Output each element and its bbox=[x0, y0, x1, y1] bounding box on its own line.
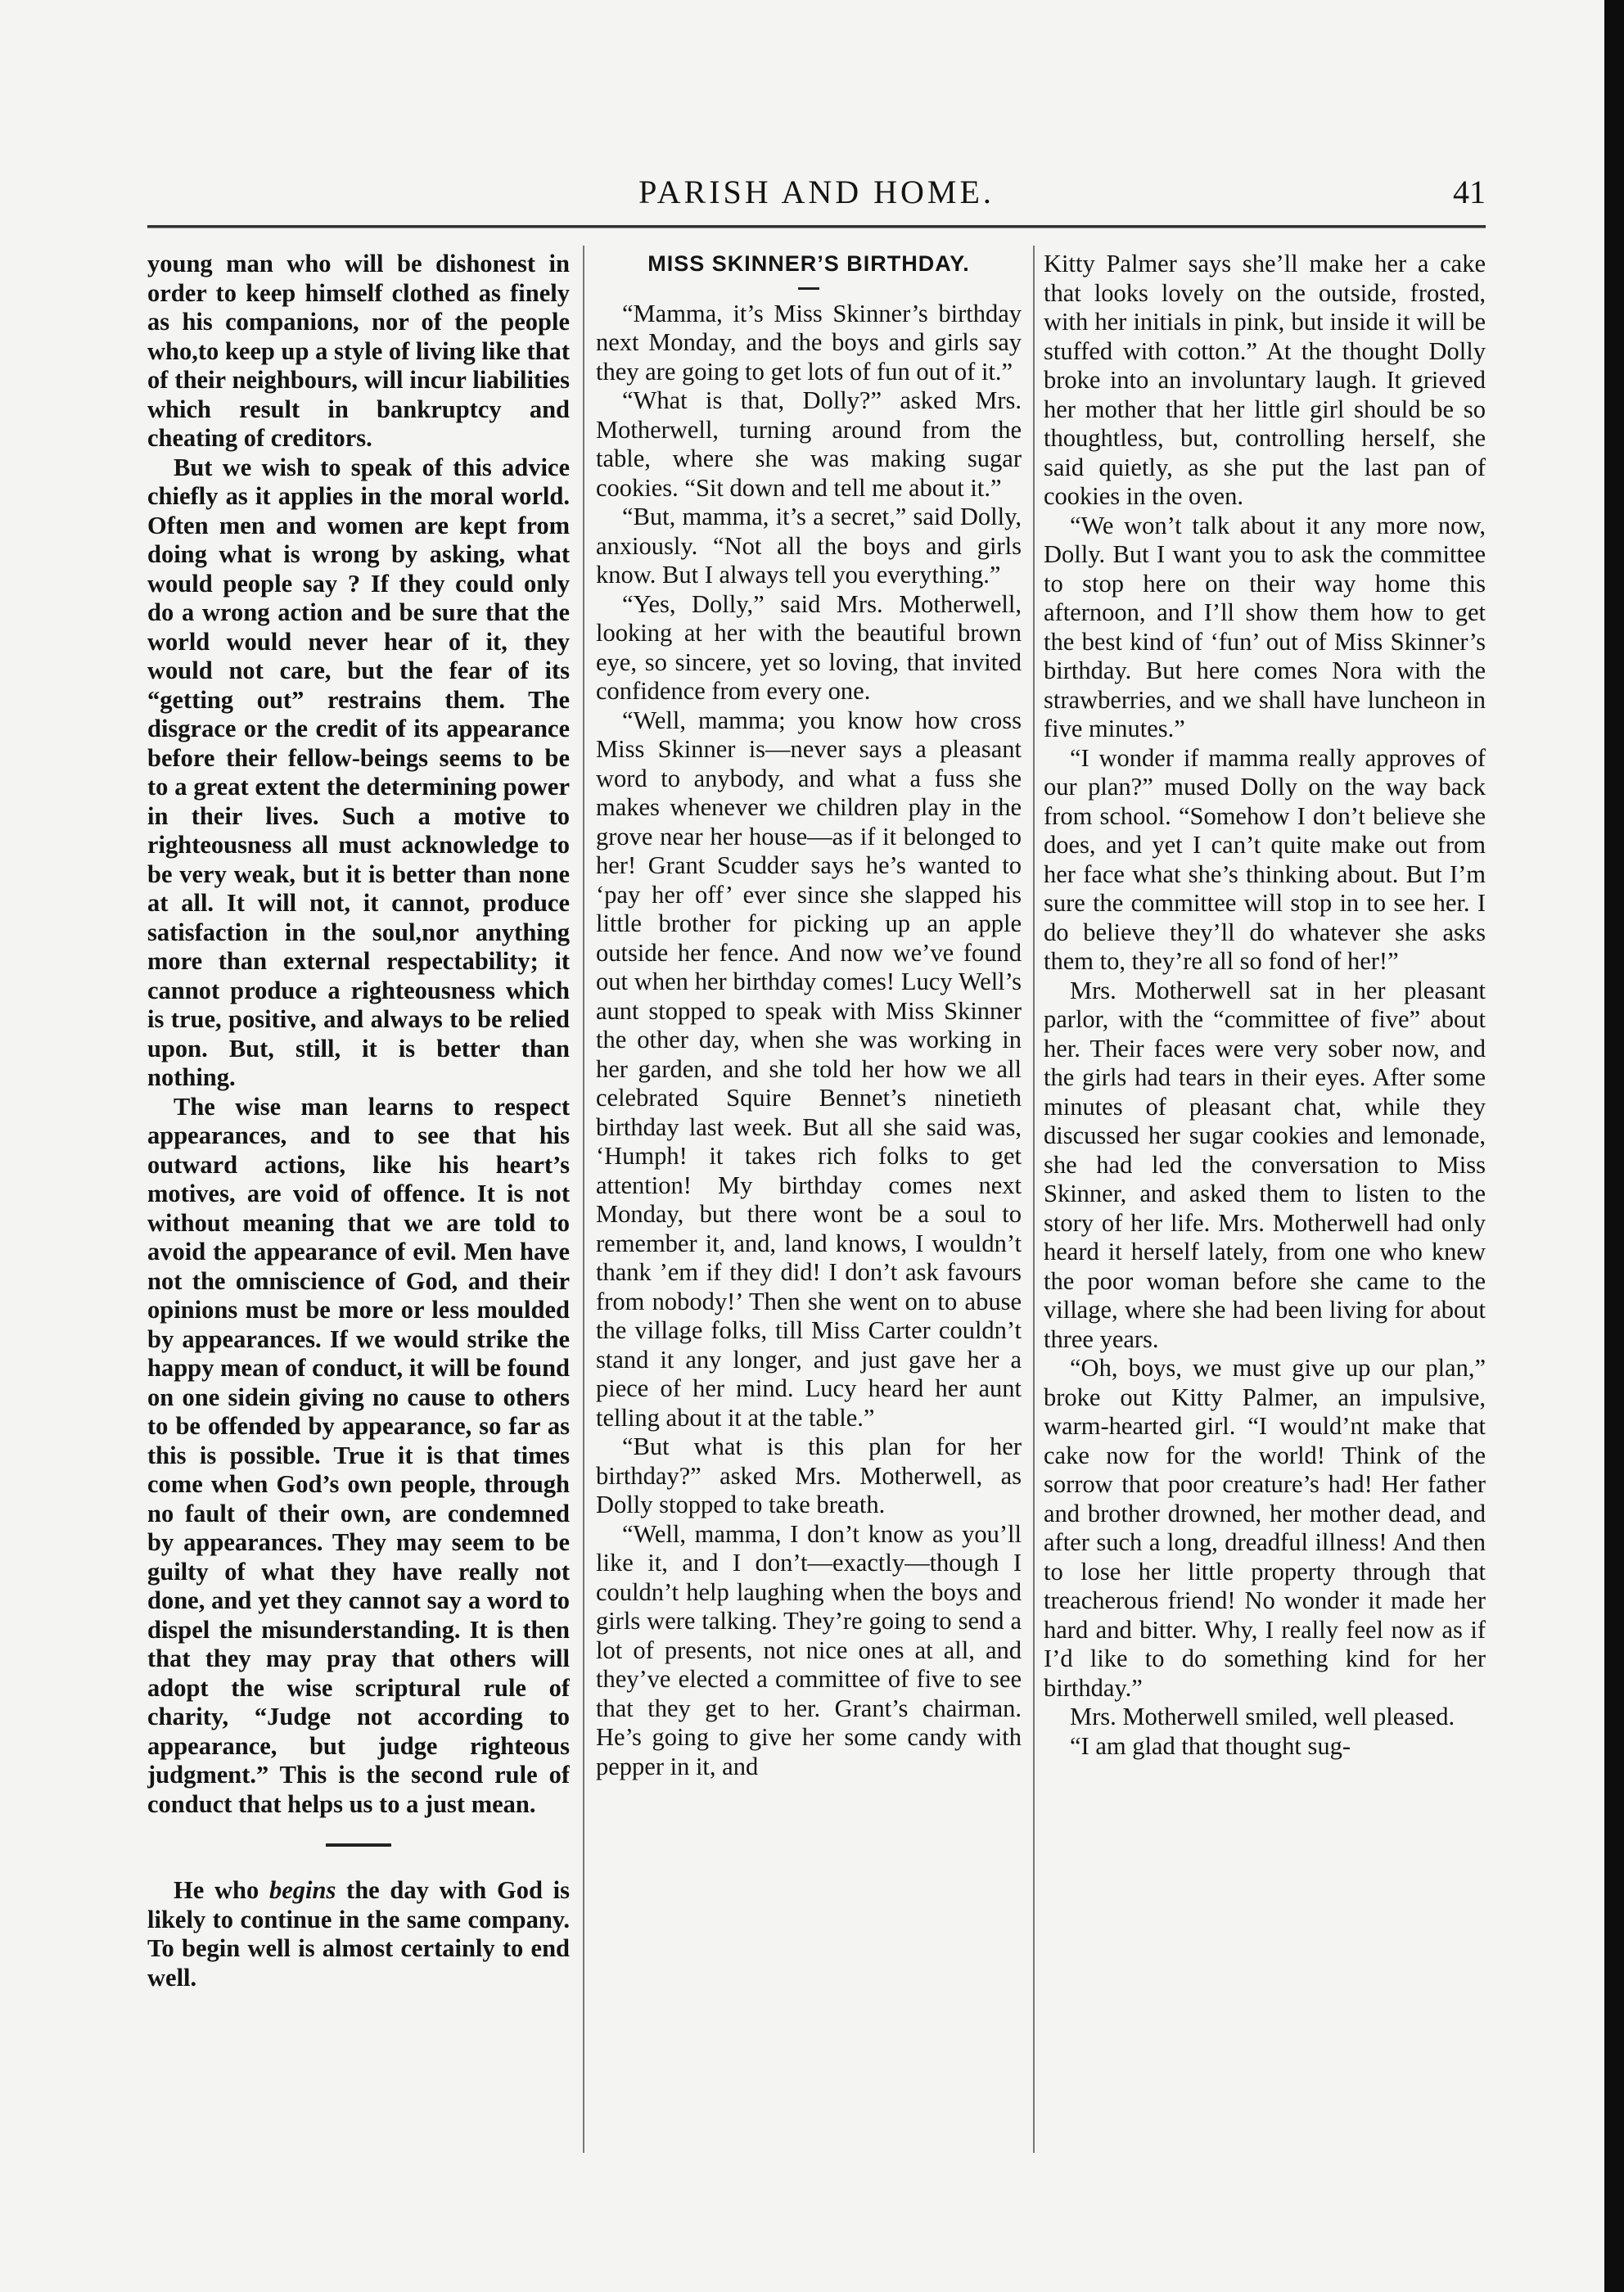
paragraph: “Well, mamma, I don’t know as you’ll like it, and I don’t—exactly—though I couldn’t help laughing when the boys and girls were talking. They’re going to send a lot of presents, not nice ones at all, and they’ve elected a committee of five to see that they get to her. Grant’s chairman. He’s going to give her some candy with pepper in it, and bbox=[596, 1519, 1022, 1780]
title-dash bbox=[798, 287, 819, 290]
page-header bbox=[147, 168, 1486, 217]
paragraph: “What is that, Dolly?” asked Mrs. Motherwell, turning around from the table, where she was making sugar cookies. “Sit down and tell me about it.” bbox=[596, 386, 1022, 502]
paragraph: But we wish to speak of this advice chiefly as it applies in the moral world. Often men and women are kept from doing what is wrong by asking, what would people say ? If they could only do a wrong action and be sure that the world would never hear of it, they would not care, but the fear of its “getting out” restrains them. The disgrace or the credit of its appearance before their fellow-beings seems to be to a great extent the determining power in their lives. Such a motive to righteousness all must acknowledge to be very weak, but it is better than none at all. It will not, it cannot, produce satisfaction in the soul,nor anything more than external respectability; it cannot produce a righteousness which is true, positive, and always to be relied upon. But, still, it is better than nothing. bbox=[147, 453, 570, 1091]
story-title: MISS SKINNER’S BIRTHDAY. bbox=[647, 251, 970, 276]
running-title: PARISH AND HOME. bbox=[638, 174, 995, 210]
closing-text-start: He who bbox=[174, 1876, 269, 1904]
section-separator bbox=[326, 1843, 391, 1847]
paragraph: Mrs. Motherwell sat in her pleasant parlor, with the “committee of five” about her. Their faces were very sober now, and the girls had tears in their eyes. After some minutes of pleasant chat, while they discussed her sugar cookies and lemonade, she had led the conversation to Miss Skinner, and asked them to listen to the story of her life. Mrs. Motherwell had only heard it herself lately, from one who knew the poor woman before she came to the village, where she had been living for about three years. bbox=[1044, 976, 1486, 1353]
paragraph: “I am glad that thought sug- bbox=[1070, 1731, 1351, 1760]
paragraph: young man who will be dishonest in order to keep himself clothed as finely as his companions, nor of the people who,to keep up a style of living like that of their neighbours, will incur liabilities which result in bankruptcy and cheating of creditors. bbox=[147, 250, 570, 452]
page-number: 41 bbox=[1453, 174, 1486, 210]
paragraph: “Well, mamma; you know how cross Miss Skinner is—never says a pleasant word to anybody, and what a fuss she makes whenever we children play in the grove near her house—as if it belonged to her! Grant Scudder says he’s wanted to ‘pay her off’ ever since she slapped his little brother for picking up an apple outside her fence. And now we’ve found out when her birthday comes! Lucy Well’s aunt stopped to speak with Miss Skinner the other day, when she was working in her garden, and she told her how we all celebrated Squire Bennet’s ninetieth birthday last week. But all she said was, ‘Humph! it takes rich folks to get attention! My birthday comes next Monday, but there wont be a soul to remember it, and, land knows, I wouldn’t thank ’em if they did! I don’t ask favours from nobody!’ Then she went on to abuse the village folks, till Miss Carter couldn’t stand it any longer, and just gave her a piece of her mind. Lucy heard her aunt telling about it at the table.” bbox=[596, 706, 1022, 1432]
closing-text-end: the day with God is likely to continue in the same company. To begin well is almost certainly to end well. bbox=[147, 1876, 570, 1992]
column-1 bbox=[147, 250, 570, 2157]
paragraph: Kitty Palmer says she’ll make her a cake that looks lovely on the outside, frosted, with her initials in pink, but inside it will be stuffed with cotton.” At the thought Dolly broke into an involuntary laugh. It grieved her mother that her little girl should be so thoughtless, but, controlling herself, she said quietly, as she put the last pan of cookies in the oven. bbox=[1044, 250, 1486, 510]
paragraph: Mrs. Motherwell smiled, well pleased. bbox=[1070, 1703, 1455, 1730]
header-rule bbox=[147, 225, 1486, 228]
scan-edge bbox=[1604, 0, 1624, 2292]
paragraph: “But, mamma, it’s a secret,” said Dolly, anxiously. “Not all the boys and girls know. But I always tell you everything.” bbox=[596, 503, 1022, 589]
column-2 bbox=[596, 250, 1022, 2157]
closing-emphasis: begins bbox=[268, 1876, 336, 1904]
column-3 bbox=[1044, 250, 1486, 2157]
closing-paragraph bbox=[147, 1876, 570, 1992]
paragraph: “I wonder if mamma really approves of our plan?” mused Dolly on the way back from school. “Somehow I don’t believe she does, and yet I can’t quite make out from her face what she’s thinking about. But I’m sure the committee will stop in to see her. I do believe they’ll do whatever she asks them to, they’re all so fond of her!” bbox=[1044, 743, 1486, 975]
paragraph: The wise man learns to respect appearances, and to see that his outward actions, like his heart’s motives, are void of offence. It is not without meaning that we are told to avoid the appearance of evil. Men have not the omniscience of God, and their opinions must be more or less moulded by appearances. If we would strike the happy mean of conduct, it will be found on one sidein giving no cause to others to be offended by appearance, so far as this is possible. True it is that times come when God’s own people, through no fault of their own, are condemned by appearances. They may seem to be guilty of what they have really not done, and yet they cannot say a word to dispel the misunderstanding. It is then that they may pray that others will adopt the wise scriptural rule of charity, “Judge not according to appearance, but judge righteous judgment.” This is the second rule of conduct that helps us to a just mean. bbox=[147, 1092, 570, 1818]
column-divider bbox=[583, 246, 584, 2153]
column-divider bbox=[1033, 246, 1035, 2153]
paragraph: “We won’t talk about it any more now, Dolly. But I want you to ask the committee to stop here on their way home this afternoon, and I’ll show them how to get the best kind of ‘fun’ out of Miss Skinner’s birthday. But here comes Nora with the strawberries, and we shall have luncheon in five minutes.” bbox=[1044, 511, 1486, 742]
paragraph: “Mamma, it’s Miss Skinner’s birthday next Monday, and the boys and girls say they are going to get lots of fun out of it.” bbox=[596, 299, 1022, 386]
paragraph: “Yes, Dolly,” said Mrs. Motherwell, looking at her with the beautiful brown eye, so sincere, yet so loving, that invited confidence from every one. bbox=[596, 589, 1022, 705]
paragraph: “But what is this plan for her birthday?” asked Mrs. Motherwell, as Dolly stopped to take breath. bbox=[596, 1432, 1022, 1518]
paragraph: “Oh, boys, we must give up our plan,” broke out Kitty Palmer, an impulsive, warm-hearted girl. “I would’nt make that cake now for the world! Think of the sorrow that poor creature’s had! Her father and brother drowned, her mother dead, and after such a long, dreadful illness! And then to lose her little property through that treacherous friend! No wonder it made her hard and bitter. Why, I really feel now as if I’d like to do something kind for her birthday.” bbox=[1044, 1354, 1486, 1702]
